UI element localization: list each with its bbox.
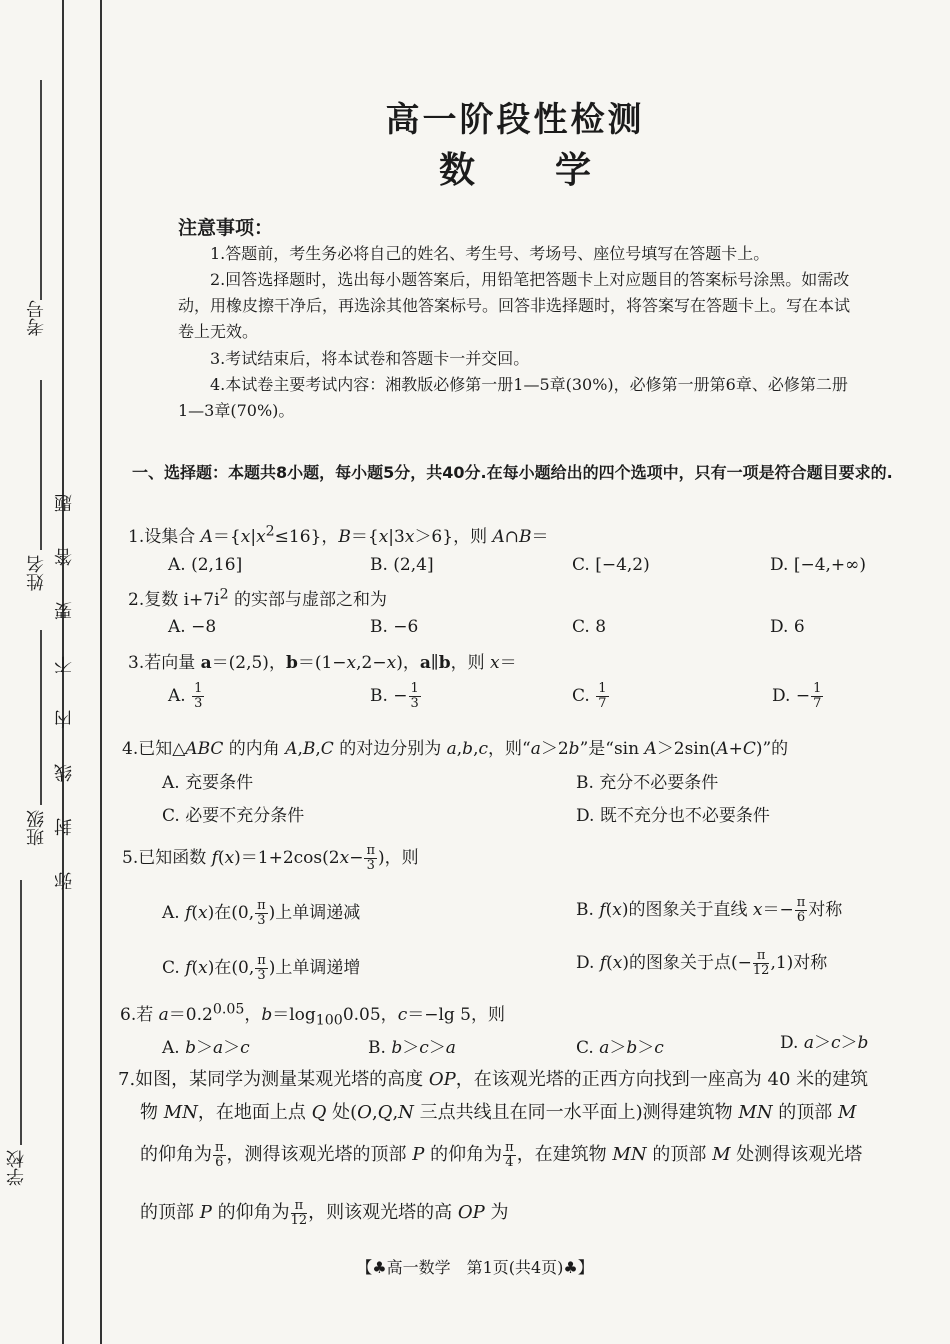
notice-item-3: 3.考试结束后，将本试卷和答题卡一并交回。 <box>210 349 530 368</box>
q5-option-b: B. f(x)的图象关于直线 x＝− $\frac{\pi}{6}$ 对称 <box>576 895 843 925</box>
q4-option-a: A. 充要条件 <box>162 773 254 793</box>
q4-option-b: B. 充分不必要条件 <box>576 773 719 793</box>
q2-option-c: C. 8 <box>572 617 607 637</box>
question-7-line-2: 物 MN，在地面上点 Q 处(O,Q,N 三点共线且在同一水平面上)测得建筑物 MN 的顶部 M <box>140 1102 857 1123</box>
name-label: 姓名 <box>26 555 47 591</box>
question-4: 4.已知△ABC 的内角 A,B,C 的对边分别为 a,b,c，则“a＞2b”是“sin A＞2sin(A+C)”的 <box>122 739 789 759</box>
q3-option-b: B. − $\frac{1}{3}$ <box>370 681 419 711</box>
notice-item-2: 2.回答选择题时，选出每小题答案后，用铅笔把答题卡上对应题目的答案标号涂黑。如需改动，用橡皮擦干净后，再选涂其他答案标号。回答非选择题时，将答案写在答题卡上。写在本试卷上无效。 <box>178 270 851 341</box>
question-6: 6.若 $a=0.2^{0.05}$，$b=\log_{100}0.05$，c＝−lg 5，则 <box>120 1001 506 1029</box>
notice-item-4: 4.本试卷主要考试内容：湘教版必修第一册1—5章(30%)，必修第一册第6章、必修第二册1—3章(70%)。 <box>178 375 848 420</box>
q1-option-b: B. (2,4] <box>370 555 434 575</box>
question-5: 5.已知函数 f(x)＝1+2cos(2x− $\frac{\pi}{3}$ )，则 <box>122 843 419 873</box>
q2-option-a: A. −8 <box>168 617 217 637</box>
question-7-line-1: 7.如图，某同学为测量某观光塔的高度 OP，在该观光塔的正西方向找到一座高为 40 米的建筑 <box>118 1069 869 1090</box>
exam-number-label: 考号 <box>26 300 47 336</box>
name-underline <box>40 380 42 550</box>
question-3: 3.若向量 a＝(2,5)，b＝(1−x,2−x)，a∥b，则 x＝ <box>128 653 517 673</box>
question-2: 2.复数 $i+7i^2$ 的实部与虚部之和为 <box>128 586 387 610</box>
subject-title: 数学 <box>438 150 671 191</box>
q5-option-a: A. f(x)在(0, $\frac{\pi}{3}$ )上单调递减 <box>162 898 361 928</box>
q1-option-d: D. [−4,+∞) <box>770 555 866 575</box>
binding-line-inner <box>100 0 102 1344</box>
q6-option-d: D. a＞c＞b <box>780 1033 869 1053</box>
question-7-line-4: 的顶部 P 的仰角为 $\frac{\pi}{12}$ ，则该观光塔的高 OP 为 <box>140 1197 509 1228</box>
q3-option-a: A. $\frac{1}{3}$ <box>168 681 203 711</box>
section-1-heading: 一、选择题：本题共8小题，每小题5分，共40分.在每小题给出的四个选项中，只有一项是符合题目要求的. <box>132 463 893 482</box>
notice-item-1: 1.答题前，考生务必将自己的姓名、考生号、考场号、座位号填写在答题卡上。 <box>210 244 770 263</box>
q4-option-c: C. 必要不充分条件 <box>162 806 305 826</box>
q6-option-a: A. b＞a＞c <box>162 1038 250 1058</box>
question-7-line-3: 的仰角为 $\frac{\pi}{6}$ ，测得该观光塔的顶部 P 的仰角为 $\frac{\pi}{4}$ ，在建筑物 MN 的顶部 M 处测得该观光塔 <box>140 1139 863 1170</box>
seal-notice: 弥封线内不要答题 <box>54 458 75 890</box>
q2-option-d: D. 6 <box>770 617 805 637</box>
class-label: 班级 <box>26 810 47 846</box>
question-1: 1.设集合 $A=\{x|x^2\le 16\}$，B＝{x|3x＞6}，则 A∩B＝ <box>128 523 549 547</box>
exam-title: 高一阶段性检测 <box>385 100 645 140</box>
notice-heading: 注意事项： <box>178 217 274 239</box>
q2-option-b: B. −6 <box>370 617 419 637</box>
q5-option-d: D. f(x)的图象关于点(− $\frac{\pi}{12}$ ,1)对称 <box>576 948 828 978</box>
q5-option-c: C. f(x)在(0, $\frac{\pi}{3}$ )上单调递增 <box>162 953 361 983</box>
q1-option-a: A. (2,16] <box>168 555 243 575</box>
q3-option-d: D. − $\frac{1}{7}$ <box>772 681 822 711</box>
q6-option-c: C. a＞b＞c <box>576 1038 664 1058</box>
class-underline <box>40 630 42 805</box>
q3-option-c: C. $\frac{1}{7}$ <box>572 681 607 711</box>
school-underline <box>20 880 22 1145</box>
q6-option-b: B. b＞c＞a <box>368 1038 456 1058</box>
school-label: 学校 <box>6 1150 27 1186</box>
page-footer: 【♣高一数学 第1页(共4页)♣】 <box>356 1258 594 1277</box>
q1-option-c: C. [−4,2) <box>572 555 650 575</box>
q4-option-d: D. 既不充分也不必要条件 <box>576 806 770 826</box>
